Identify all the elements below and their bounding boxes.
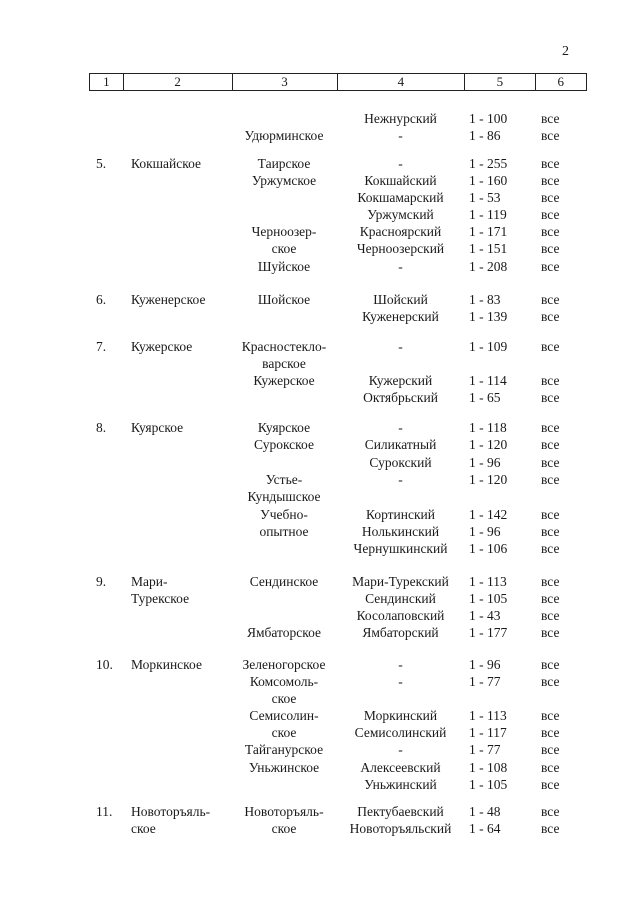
cell-settlement: опытное (259, 524, 309, 539)
cell-row-number: 9. (96, 574, 107, 589)
cell-scope: все (541, 725, 560, 740)
cell-district: Куженерский (362, 309, 439, 324)
cell-district: Чернушкинский (353, 541, 448, 556)
cell-district: Шойский (373, 292, 428, 307)
cell-range: 1 - 160 (469, 173, 508, 188)
cell-range: 1 - 96 (469, 524, 501, 539)
cell-range: 1 - 53 (469, 190, 501, 205)
cell-row-number: 6. (96, 292, 107, 307)
cell-range: 1 - 86 (469, 128, 501, 143)
cell-settlement: Шойское (257, 292, 311, 307)
cell-district: - (398, 156, 403, 171)
cell-municipality: Моркинское (131, 657, 202, 672)
cell-settlement: Черноозер- (251, 224, 317, 239)
header-col-1: 1 (90, 74, 124, 90)
cell-settlement: ское (271, 725, 297, 740)
cell-range: 1 - 108 (469, 760, 508, 775)
cell-district: Кокшайский (364, 173, 437, 188)
cell-scope: все (541, 657, 560, 672)
cell-scope: все (541, 156, 560, 171)
cell-row-number: 8. (96, 420, 107, 435)
cell-district: Сурокский (369, 455, 432, 470)
cell-scope: все (541, 608, 560, 623)
cell-range: 1 - 114 (469, 373, 507, 388)
cell-district: Нолькинский (361, 524, 440, 539)
cell-settlement: Уржумское (251, 173, 317, 188)
cell-settlement: ское (271, 821, 297, 836)
cell-settlement: Кундышское (247, 489, 321, 504)
cell-range: 1 - 106 (469, 541, 508, 556)
cell-district: - (398, 674, 403, 689)
cell-settlement: Таирское (257, 156, 311, 171)
cell-range: 1 - 171 (469, 224, 508, 239)
cell-settlement: Удюрминское (244, 128, 324, 143)
cell-scope: все (541, 591, 560, 606)
cell-range: 1 - 64 (469, 821, 501, 836)
cell-district: - (398, 128, 403, 143)
cell-scope: все (541, 472, 560, 487)
cell-district: Уньжинский (364, 777, 437, 792)
cell-range: 1 - 96 (469, 455, 501, 470)
cell-range: 1 - 139 (469, 309, 508, 324)
cell-district: Красноярский (359, 224, 442, 239)
cell-range: 1 - 105 (469, 591, 508, 606)
cell-district: Черноозерский (356, 241, 445, 256)
cell-scope: все (541, 507, 560, 522)
cell-range: 1 - 77 (469, 674, 501, 689)
cell-range: 1 - 119 (469, 207, 507, 222)
cell-district: Косолаповский (356, 608, 445, 623)
cell-district: Октябрьский (363, 390, 438, 405)
cell-range: 1 - 120 (469, 472, 508, 487)
cell-range: 1 - 151 (469, 241, 508, 256)
cell-district: - (398, 657, 403, 672)
cell-scope: все (541, 390, 560, 405)
cell-range: 1 - 96 (469, 657, 501, 672)
cell-range: 1 - 118 (469, 420, 507, 435)
cell-scope: все (541, 111, 560, 126)
cell-scope: все (541, 742, 560, 757)
cell-range: 1 - 83 (469, 292, 501, 307)
cell-district: Ямбаторский (362, 625, 439, 640)
cell-municipality: Куярское (131, 420, 184, 435)
cell-settlement: Красностекло- (241, 339, 327, 354)
cell-district: Нежнурский (364, 111, 437, 126)
cell-district: Моркинский (363, 708, 438, 723)
cell-district: Сендинский (365, 591, 436, 606)
cell-scope: все (541, 708, 560, 723)
cell-row-number: 7. (96, 339, 107, 354)
cell-range: 1 - 113 (469, 574, 507, 589)
cell-municipality: Новоторъяль- (131, 804, 211, 819)
cell-municipality: Кужерское (131, 339, 193, 354)
cell-scope: все (541, 541, 560, 556)
cell-scope: все (541, 420, 560, 435)
cell-scope: все (541, 437, 560, 452)
cell-range: 1 - 120 (469, 437, 508, 452)
cell-municipality: Кокшайское (131, 156, 202, 171)
cell-scope: все (541, 804, 560, 819)
cell-settlement: Сендинское (249, 574, 319, 589)
cell-settlement: Новоторъяль- (244, 804, 324, 819)
cell-municipality: Турекское (131, 591, 190, 606)
cell-settlement: Учебно- (260, 507, 308, 522)
cell-scope: все (541, 309, 560, 324)
cell-range: 1 - 65 (469, 390, 501, 405)
cell-row-number: 11. (96, 804, 113, 819)
cell-range: 1 - 255 (469, 156, 508, 171)
cell-district: - (398, 742, 403, 757)
cell-scope: все (541, 760, 560, 775)
cell-district: Кужерский (368, 373, 433, 388)
header-col-5: 5 (465, 74, 535, 90)
cell-settlement: Шуйское (257, 259, 311, 274)
cell-range: 1 - 105 (469, 777, 508, 792)
cell-settlement: Уньжинское (248, 760, 320, 775)
cell-district: Семисолинский (354, 725, 447, 740)
header-col-4: 4 (338, 74, 466, 90)
cell-scope: все (541, 259, 560, 274)
cell-district: Пектубаевский (357, 804, 444, 819)
cell-district: Кокшамарский (357, 190, 444, 205)
cell-settlement: Комсомоль- (249, 674, 319, 689)
cell-range: 1 - 109 (469, 339, 508, 354)
cell-district: - (398, 339, 403, 354)
cell-municipality: Куженерское (131, 292, 206, 307)
cell-range: 1 - 113 (469, 708, 507, 723)
cell-scope: все (541, 574, 560, 589)
cell-district: - (398, 420, 403, 435)
cell-range: 1 - 177 (469, 625, 508, 640)
cell-settlement: Зеленогорское (242, 657, 326, 672)
cell-district: - (398, 472, 403, 487)
cell-range: 1 - 100 (469, 111, 508, 126)
cell-scope: все (541, 625, 560, 640)
cell-settlement: ское (271, 691, 297, 706)
cell-scope: все (541, 173, 560, 188)
table-header (89, 73, 587, 91)
cell-scope: все (541, 455, 560, 470)
cell-settlement: Тайганурское (244, 742, 324, 757)
cell-settlement: Сурокское (254, 437, 314, 452)
header-col-6: 6 (557, 74, 564, 89)
header-col-3: 3 (233, 74, 338, 90)
cell-range: 1 - 208 (469, 259, 508, 274)
cell-scope: все (541, 128, 560, 143)
cell-range: 1 - 142 (469, 507, 508, 522)
cell-municipality: ское (131, 821, 156, 836)
cell-settlement: Кужерское (253, 373, 315, 388)
cell-scope: все (541, 777, 560, 792)
cell-range: 1 - 43 (469, 608, 501, 623)
cell-scope: все (541, 373, 560, 388)
cell-district: - (398, 259, 403, 274)
cell-district: Кортинский (365, 507, 435, 522)
cell-scope: все (541, 674, 560, 689)
cell-settlement: варское (262, 356, 306, 371)
cell-scope: все (541, 524, 560, 539)
cell-scope: все (541, 207, 560, 222)
cell-settlement: Ямбаторское (246, 625, 322, 640)
cell-scope: все (541, 224, 560, 239)
header-col-2: 2 (124, 74, 233, 90)
cell-settlement: Устье- (265, 472, 303, 487)
cell-scope: все (541, 190, 560, 205)
cell-settlement: Куярское (257, 420, 311, 435)
cell-row-number: 5. (96, 156, 107, 171)
cell-settlement: Семисолин- (249, 708, 319, 723)
cell-scope: все (541, 292, 560, 307)
page-number: 2 (562, 44, 569, 59)
cell-scope: все (541, 821, 560, 836)
cell-range: 1 - 48 (469, 804, 501, 819)
cell-range: 1 - 117 (469, 725, 507, 740)
cell-district: Алексеевский (360, 760, 441, 775)
cell-scope: все (541, 241, 560, 256)
cell-district: Новоторъяльский (349, 821, 452, 836)
cell-district: Силикатный (364, 437, 437, 452)
cell-district: Уржумский (367, 207, 434, 222)
cell-municipality: Мари- (131, 574, 168, 589)
cell-district: Мари-Турекский (352, 574, 449, 589)
cell-row-number: 10. (96, 657, 113, 672)
cell-settlement: ское (271, 241, 297, 256)
cell-scope: все (541, 339, 560, 354)
cell-range: 1 - 77 (469, 742, 501, 757)
